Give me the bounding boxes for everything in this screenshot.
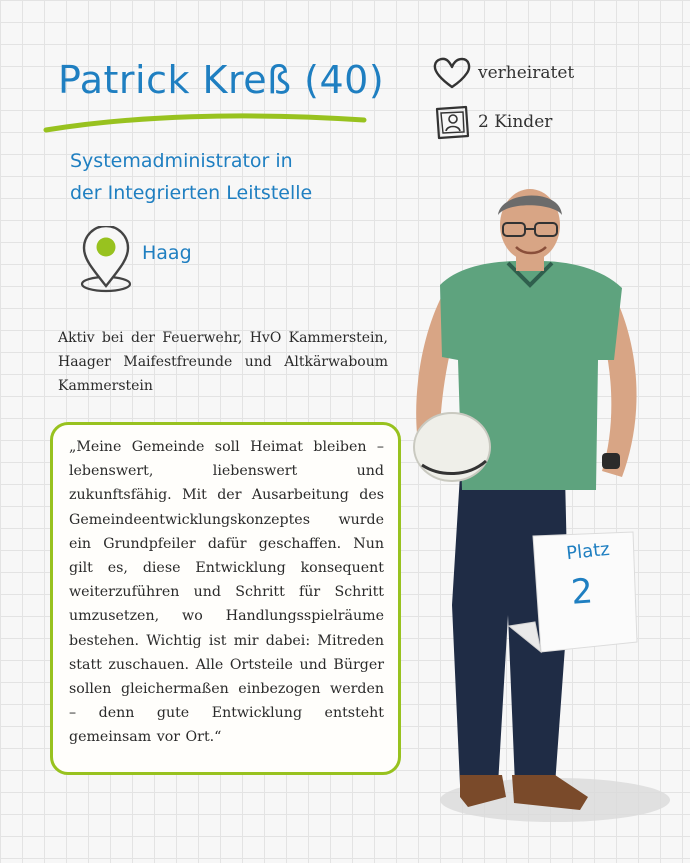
job-title-line-2: der Integrierten Leitstelle [70, 182, 313, 204]
activities-text: Aktiv bei der Feuerwehr, HvO Kammerstein, Haager Maifestfreunde und Altkärwaboum Kammerstein [58, 330, 388, 394]
heart-icon [432, 56, 472, 90]
location-pin-icon [76, 226, 136, 294]
location-label: Haag [142, 242, 192, 264]
job-title [70, 145, 370, 209]
children-row [434, 104, 552, 140]
children-count: 2 Kinder [478, 112, 553, 132]
rank-number: 2 [569, 571, 595, 613]
person-card-icon [434, 104, 472, 140]
candidate-name: Patrick Kreß (40) [58, 58, 385, 102]
quote-text: „Meine Gemeinde soll Heimat bleiben – lebenswert, liebenswert und zukunftsfähig. Mit der Ausarbeitung des Gemeindeentwicklungskonzeptes wurde ein Grundpfeiler dafür geschaffen. Nun gilt es, diese Entwicklung konsequent weiterzuführen und Schritt für Schritt umzusetzen, wo Handlungsspielräume bestehen. Wichtig ist mir dabei: Mitreden statt zuschauen. Alle Ortsteile und Bürger sollen gleichermaßen einbezogen werden – denn gute Entwicklung entsteht gemeinsam vor Ort.“ [69, 439, 384, 746]
green-underline-stroke [42, 108, 372, 136]
candidate-photo [390, 185, 680, 835]
quote-box [50, 422, 401, 775]
rank-label: Platz [565, 538, 611, 565]
marital-status: verheiratet [478, 63, 575, 83]
marital-status-row [432, 56, 574, 90]
job-title-line-1: Systemadministrator in [70, 150, 293, 172]
